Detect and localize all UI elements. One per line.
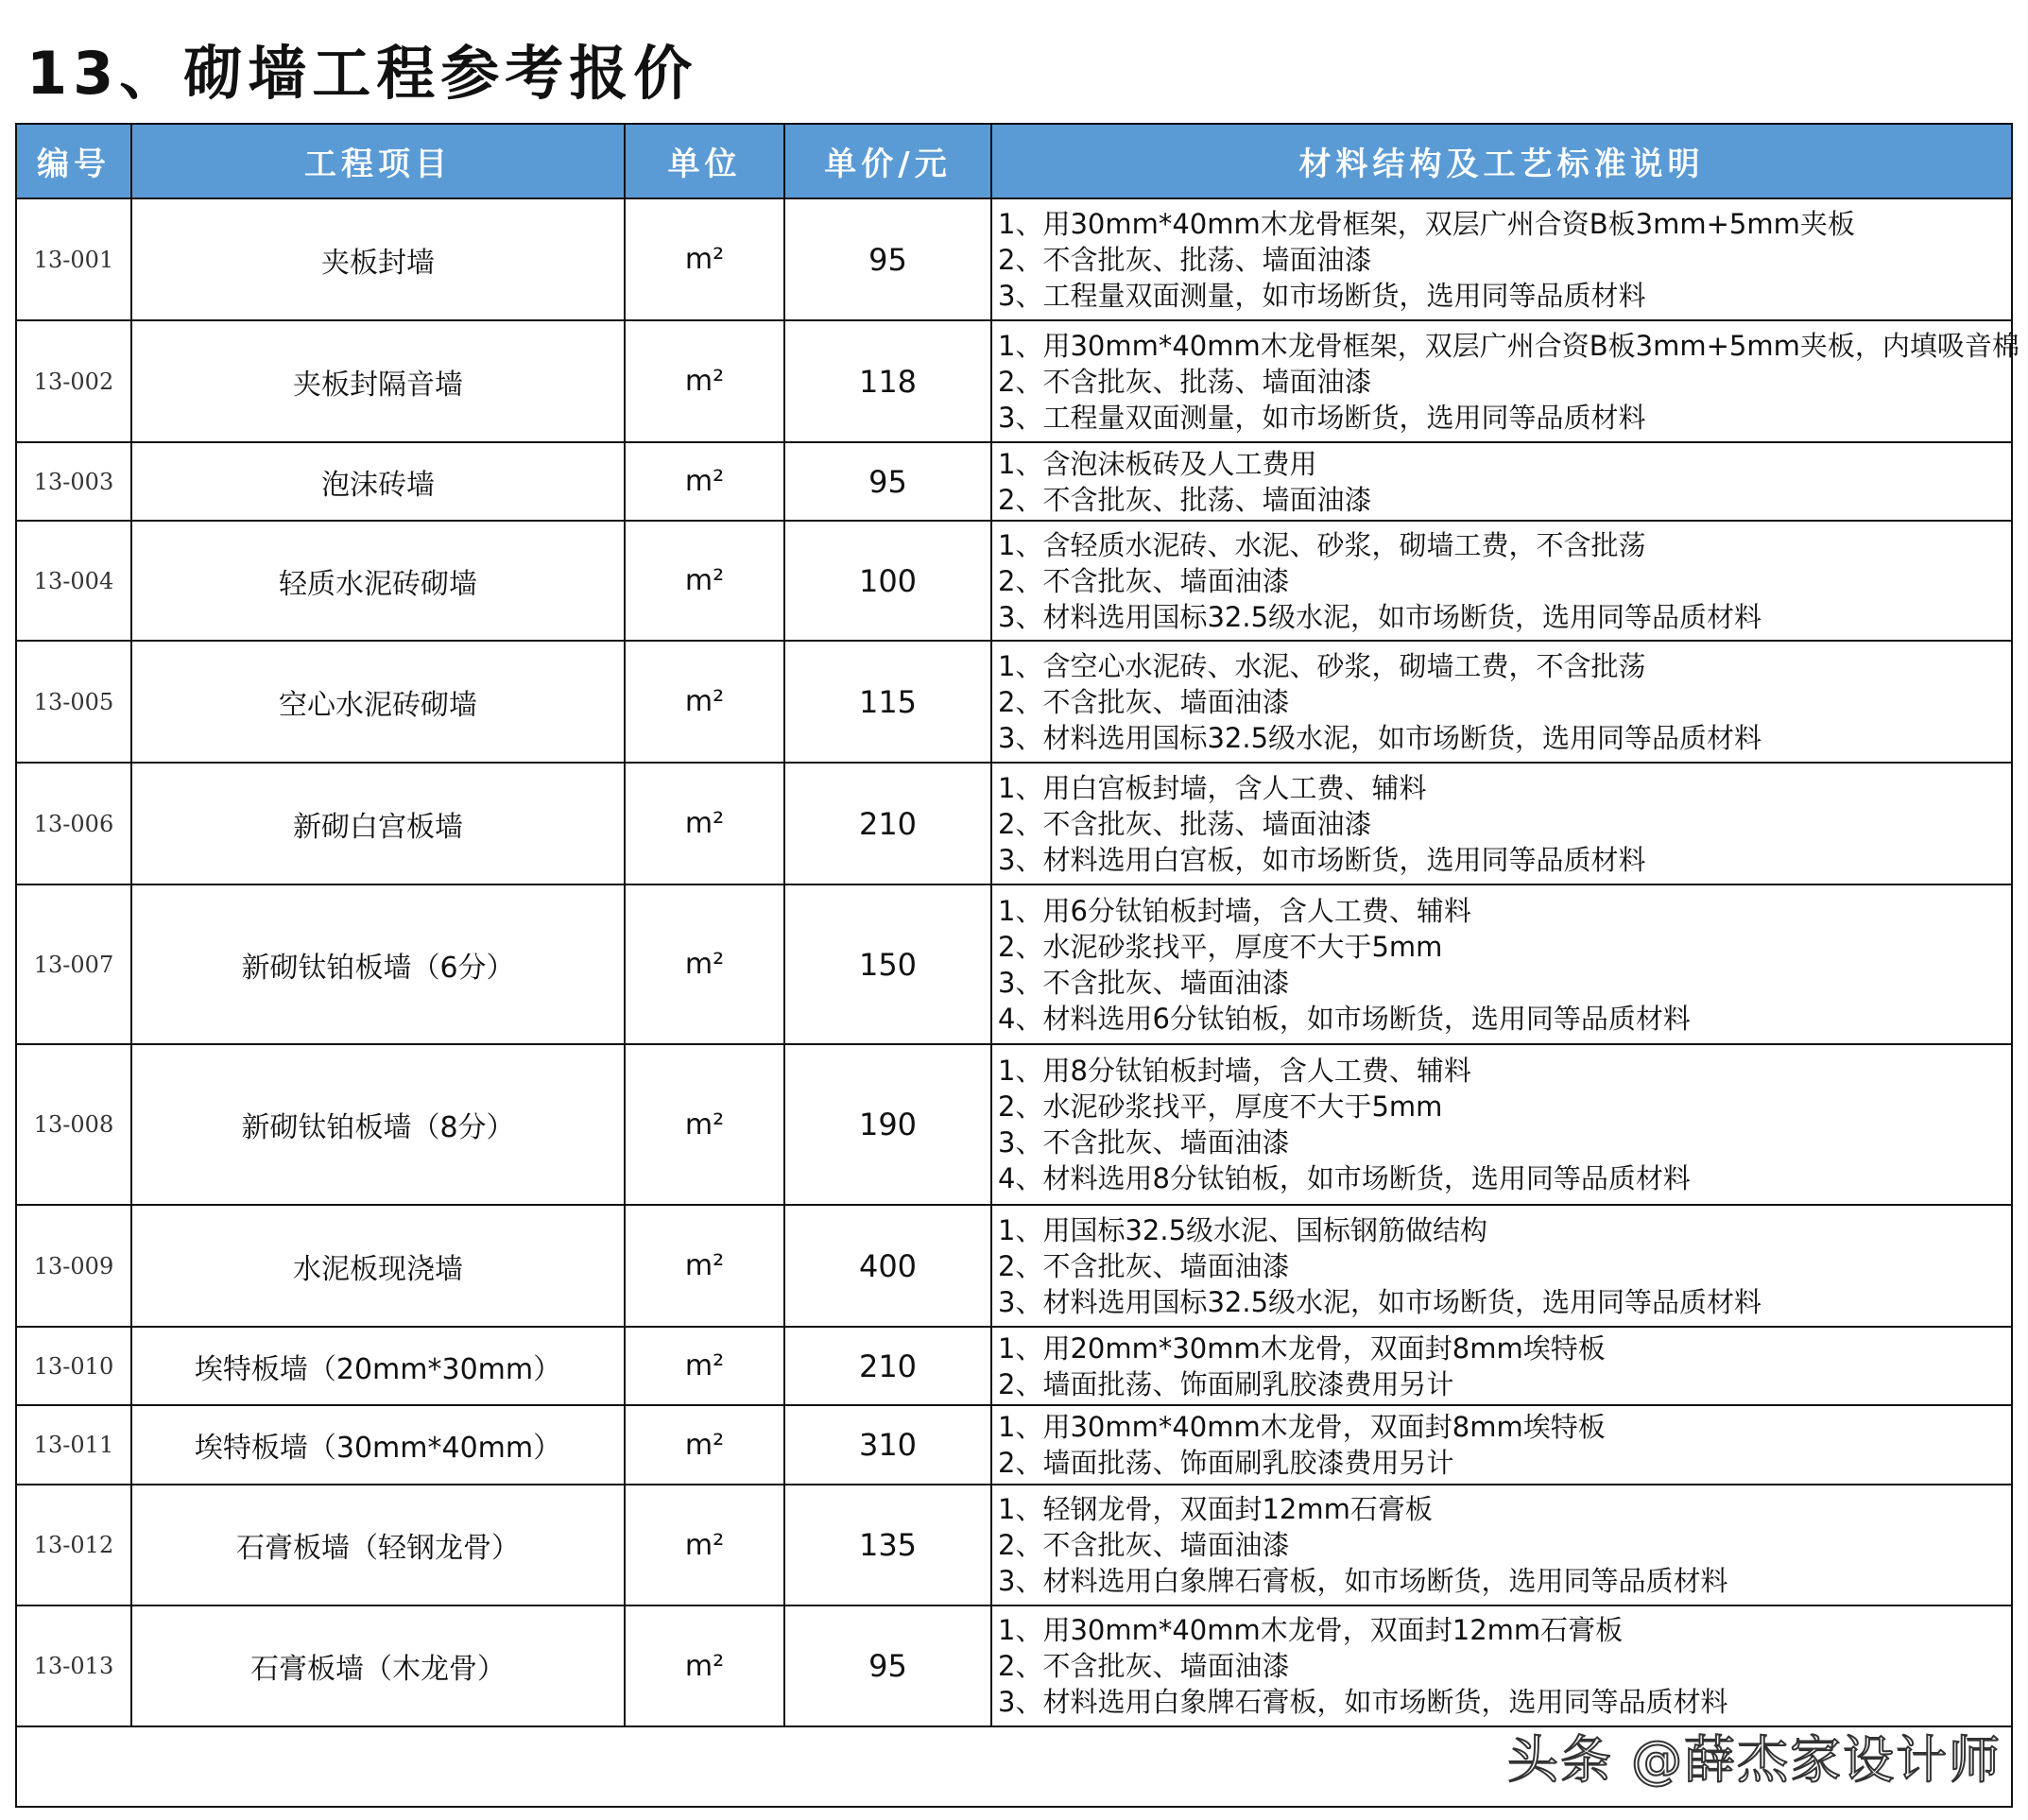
description-line: 1、用30mm*40mm木龙骨，双面封8mm埃特板: [998, 1411, 1606, 1443]
description-line: 2、不含批灰、墙面油漆: [998, 685, 1290, 718]
cell-item: 泡沫砖墙: [131, 442, 625, 521]
description-line: 1、用30mm*40mm木龙骨框架，双层广州合资B板3mm+5mm夹板，内填吸音棉: [998, 329, 2019, 362]
description-line: 3、材料选用白象牌石膏板，如市场断货，选用同等品质材料: [998, 1565, 1728, 1597]
cell-unit: m²: [625, 1205, 784, 1327]
cell-item: 新砌钛铂板墙（6分）: [131, 884, 625, 1044]
cell-unit: m²: [625, 1405, 784, 1485]
cell-description: [991, 1205, 2012, 1327]
description-line: 3、工程量双面测量，如市场断货，选用同等品质材料: [998, 401, 1646, 434]
page-title: 13、砌墙工程参考报价: [26, 39, 698, 108]
description-line: 1、含轻质水泥砖、水泥、砂浆，砌墙工费，不含批荡: [998, 528, 1646, 561]
table-row: [16, 1405, 2012, 1485]
description-line: 2、墙面批荡、饰面刷乳胶漆费用另计: [998, 1447, 1454, 1479]
cell-unit: m²: [625, 198, 784, 320]
cell-code: 13-010: [16, 1327, 131, 1405]
description-line: 3、材料选用白象牌石膏板，如市场断货，选用同等品质材料: [998, 1686, 1728, 1718]
cell-price: 95: [784, 198, 991, 320]
cell-price: 95: [784, 1605, 991, 1726]
cell-unit: m²: [625, 320, 784, 442]
cell-unit: m²: [625, 1327, 784, 1405]
description-line: 2、不含批灰、墙面油漆: [998, 1249, 1290, 1282]
header-row: [16, 124, 2012, 198]
cell-price: 310: [784, 1405, 991, 1485]
header-code: 编号: [16, 124, 131, 198]
cell-item: 石膏板墙（木龙骨）: [131, 1605, 625, 1726]
description-line: 3、材料选用白宫板，如市场断货，选用同等品质材料: [998, 843, 1646, 876]
cell-code: 13-008: [16, 1044, 131, 1205]
cell-description: [991, 1044, 2012, 1205]
description-line: 1、含空心水泥砖、水泥、砂浆，砌墙工费，不含批荡: [998, 649, 1646, 682]
cell-description: [991, 198, 2012, 320]
cell-code: 13-004: [16, 521, 131, 641]
cell-description: [991, 1327, 2012, 1405]
cell-unit: m²: [625, 1044, 784, 1205]
description-line: 1、用20mm*30mm木龙骨，双面封8mm埃特板: [998, 1331, 1606, 1365]
description-line: 1、用国标32.5级水泥、国标钢筋做结构: [998, 1213, 1488, 1246]
description-line: 2、不含批灰、批荡、墙面油漆: [998, 243, 1372, 276]
cell-code: 13-007: [16, 884, 131, 1044]
cell-item: 夹板封隔音墙: [131, 320, 625, 442]
description-line: 1、用8分钛铂板封墙，含人工费、辅料: [998, 1055, 1471, 1087]
cell-price: 115: [784, 641, 991, 763]
table-row: [16, 1044, 2012, 1205]
cell-code: 13-009: [16, 1205, 131, 1327]
cell-item: 石膏板墙（轻钢龙骨）: [131, 1485, 625, 1605]
cell-code: 13-011: [16, 1405, 131, 1485]
cell-code: 13-002: [16, 320, 131, 442]
description-line: 3、不含批灰、墙面油漆: [998, 966, 1290, 999]
cell-price: 118: [784, 320, 991, 442]
description-line: 1、用6分钛铂板封墙，含人工费、辅料: [998, 894, 1471, 927]
table-row: [16, 763, 2012, 884]
description-line: 4、材料选用8分钛铂板，如市场断货，选用同等品质材料: [998, 1162, 1691, 1194]
description-line: 2、不含批灰、批荡、墙面油漆: [998, 483, 1372, 516]
cell-item: 新砌白宫板墙: [131, 763, 625, 884]
table-row: [16, 442, 2012, 521]
description-line: 2、水泥砂浆找平，厚度不大于5mm: [998, 1090, 1443, 1123]
cell-item: 空心水泥砖砌墙: [131, 641, 625, 763]
table-row: [16, 884, 2012, 1044]
cell-price: 95: [784, 442, 991, 521]
description-line: 2、墙面批荡、饰面刷乳胶漆费用另计: [998, 1367, 1454, 1400]
cell-item: 水泥板现浇墙: [131, 1205, 625, 1327]
description-line: 3、材料选用国标32.5级水泥，如市场断货，选用同等品质材料: [998, 600, 1762, 633]
cell-code: 13-006: [16, 763, 131, 884]
cell-code: 13-001: [16, 198, 131, 320]
header-item: 工程项目: [131, 124, 625, 198]
cell-unit: m²: [625, 641, 784, 763]
cell-description: [991, 1485, 2012, 1605]
cell-description: [991, 641, 2012, 763]
cell-description: [991, 320, 2019, 442]
table-row: [16, 1327, 2012, 1405]
cell-description: [991, 1405, 2012, 1485]
description-line: 2、不含批灰、墙面油漆: [998, 1650, 1290, 1682]
cell-price: 210: [784, 1327, 991, 1405]
description-line: 2、不含批灰、批荡、墙面油漆: [998, 807, 1372, 840]
description-line: 1、含泡沫板砖及人工费用: [998, 447, 1317, 480]
header-price: 单价/元: [784, 124, 991, 198]
watermark: 头条 @薛杰家设计师: [1507, 1730, 2002, 1790]
description-line: 1、轻钢龙骨，双面封12mm石膏板: [998, 1493, 1433, 1525]
cell-code: 13-003: [16, 442, 131, 521]
description-line: 3、工程量双面测量，如市场断货，选用同等品质材料: [998, 279, 1646, 312]
description-line: 2、水泥砂浆找平，厚度不大于5mm: [998, 930, 1443, 963]
cell-item: 夹板封墙: [131, 198, 625, 320]
cell-item: 埃特板墙（20mm*30mm）: [131, 1327, 625, 1405]
cell-description: [991, 1605, 2012, 1726]
cell-description: [991, 442, 2012, 521]
cell-price: 135: [784, 1485, 991, 1605]
cell-price: 210: [784, 763, 991, 884]
cell-item: 新砌钛铂板墙（8分）: [131, 1044, 625, 1205]
cell-code: 13-013: [16, 1605, 131, 1726]
cell-unit: m²: [625, 521, 784, 641]
cell-unit: m²: [625, 884, 784, 1044]
cell-price: 190: [784, 1044, 991, 1205]
cell-description: [991, 884, 2012, 1044]
cell-item: 轻质水泥砖砌墙: [131, 521, 625, 641]
table-row: [16, 1485, 2012, 1605]
cell-code: 13-012: [16, 1485, 131, 1605]
header-unit: 单位: [625, 124, 784, 198]
table-row: [16, 641, 2012, 763]
table-row: [16, 1205, 2012, 1327]
cell-price: 400: [784, 1205, 991, 1327]
cell-description: [991, 521, 2012, 641]
cell-price: 150: [784, 884, 991, 1044]
cell-code: 13-005: [16, 641, 131, 763]
cell-unit: m²: [625, 763, 784, 884]
description-line: 1、用30mm*40mm木龙骨框架，双层广州合资B板3mm+5mm夹板: [998, 207, 1855, 240]
cell-price: 100: [784, 521, 991, 641]
description-line: 1、用白宫板封墙，含人工费、辅料: [998, 771, 1427, 804]
price-table: [15, 123, 2019, 1808]
description-line: 4、材料选用6分钛铂板，如市场断货，选用同等品质材料: [998, 1002, 1691, 1035]
cell-unit: m²: [625, 1485, 784, 1605]
cell-unit: m²: [625, 1605, 784, 1726]
description-line: 1、用30mm*40mm木龙骨，双面封12mm石膏板: [998, 1614, 1624, 1646]
description-line: 3、不含批灰、墙面油漆: [998, 1126, 1290, 1159]
description-line: 3、材料选用国标32.5级水泥，如市场断货，选用同等品质材料: [998, 1285, 1762, 1318]
header-description: 材料结构及工艺标准说明: [991, 124, 2012, 198]
description-line: 2、不含批灰、墙面油漆: [998, 1529, 1290, 1561]
description-line: 2、不含批灰、墙面油漆: [998, 564, 1290, 597]
table-row: [16, 320, 2012, 442]
description-line: 3、材料选用国标32.5级水泥，如市场断货，选用同等品质材料: [998, 721, 1762, 754]
table-row: [16, 521, 2012, 641]
table-row: [16, 1605, 2012, 1726]
cell-description: [991, 763, 2012, 884]
description-line: 2、不含批灰、批荡、墙面油漆: [998, 365, 1372, 398]
cell-unit: m²: [625, 442, 784, 521]
cell-item: 埃特板墙（30mm*40mm）: [131, 1405, 625, 1485]
table-row: [16, 198, 2012, 320]
